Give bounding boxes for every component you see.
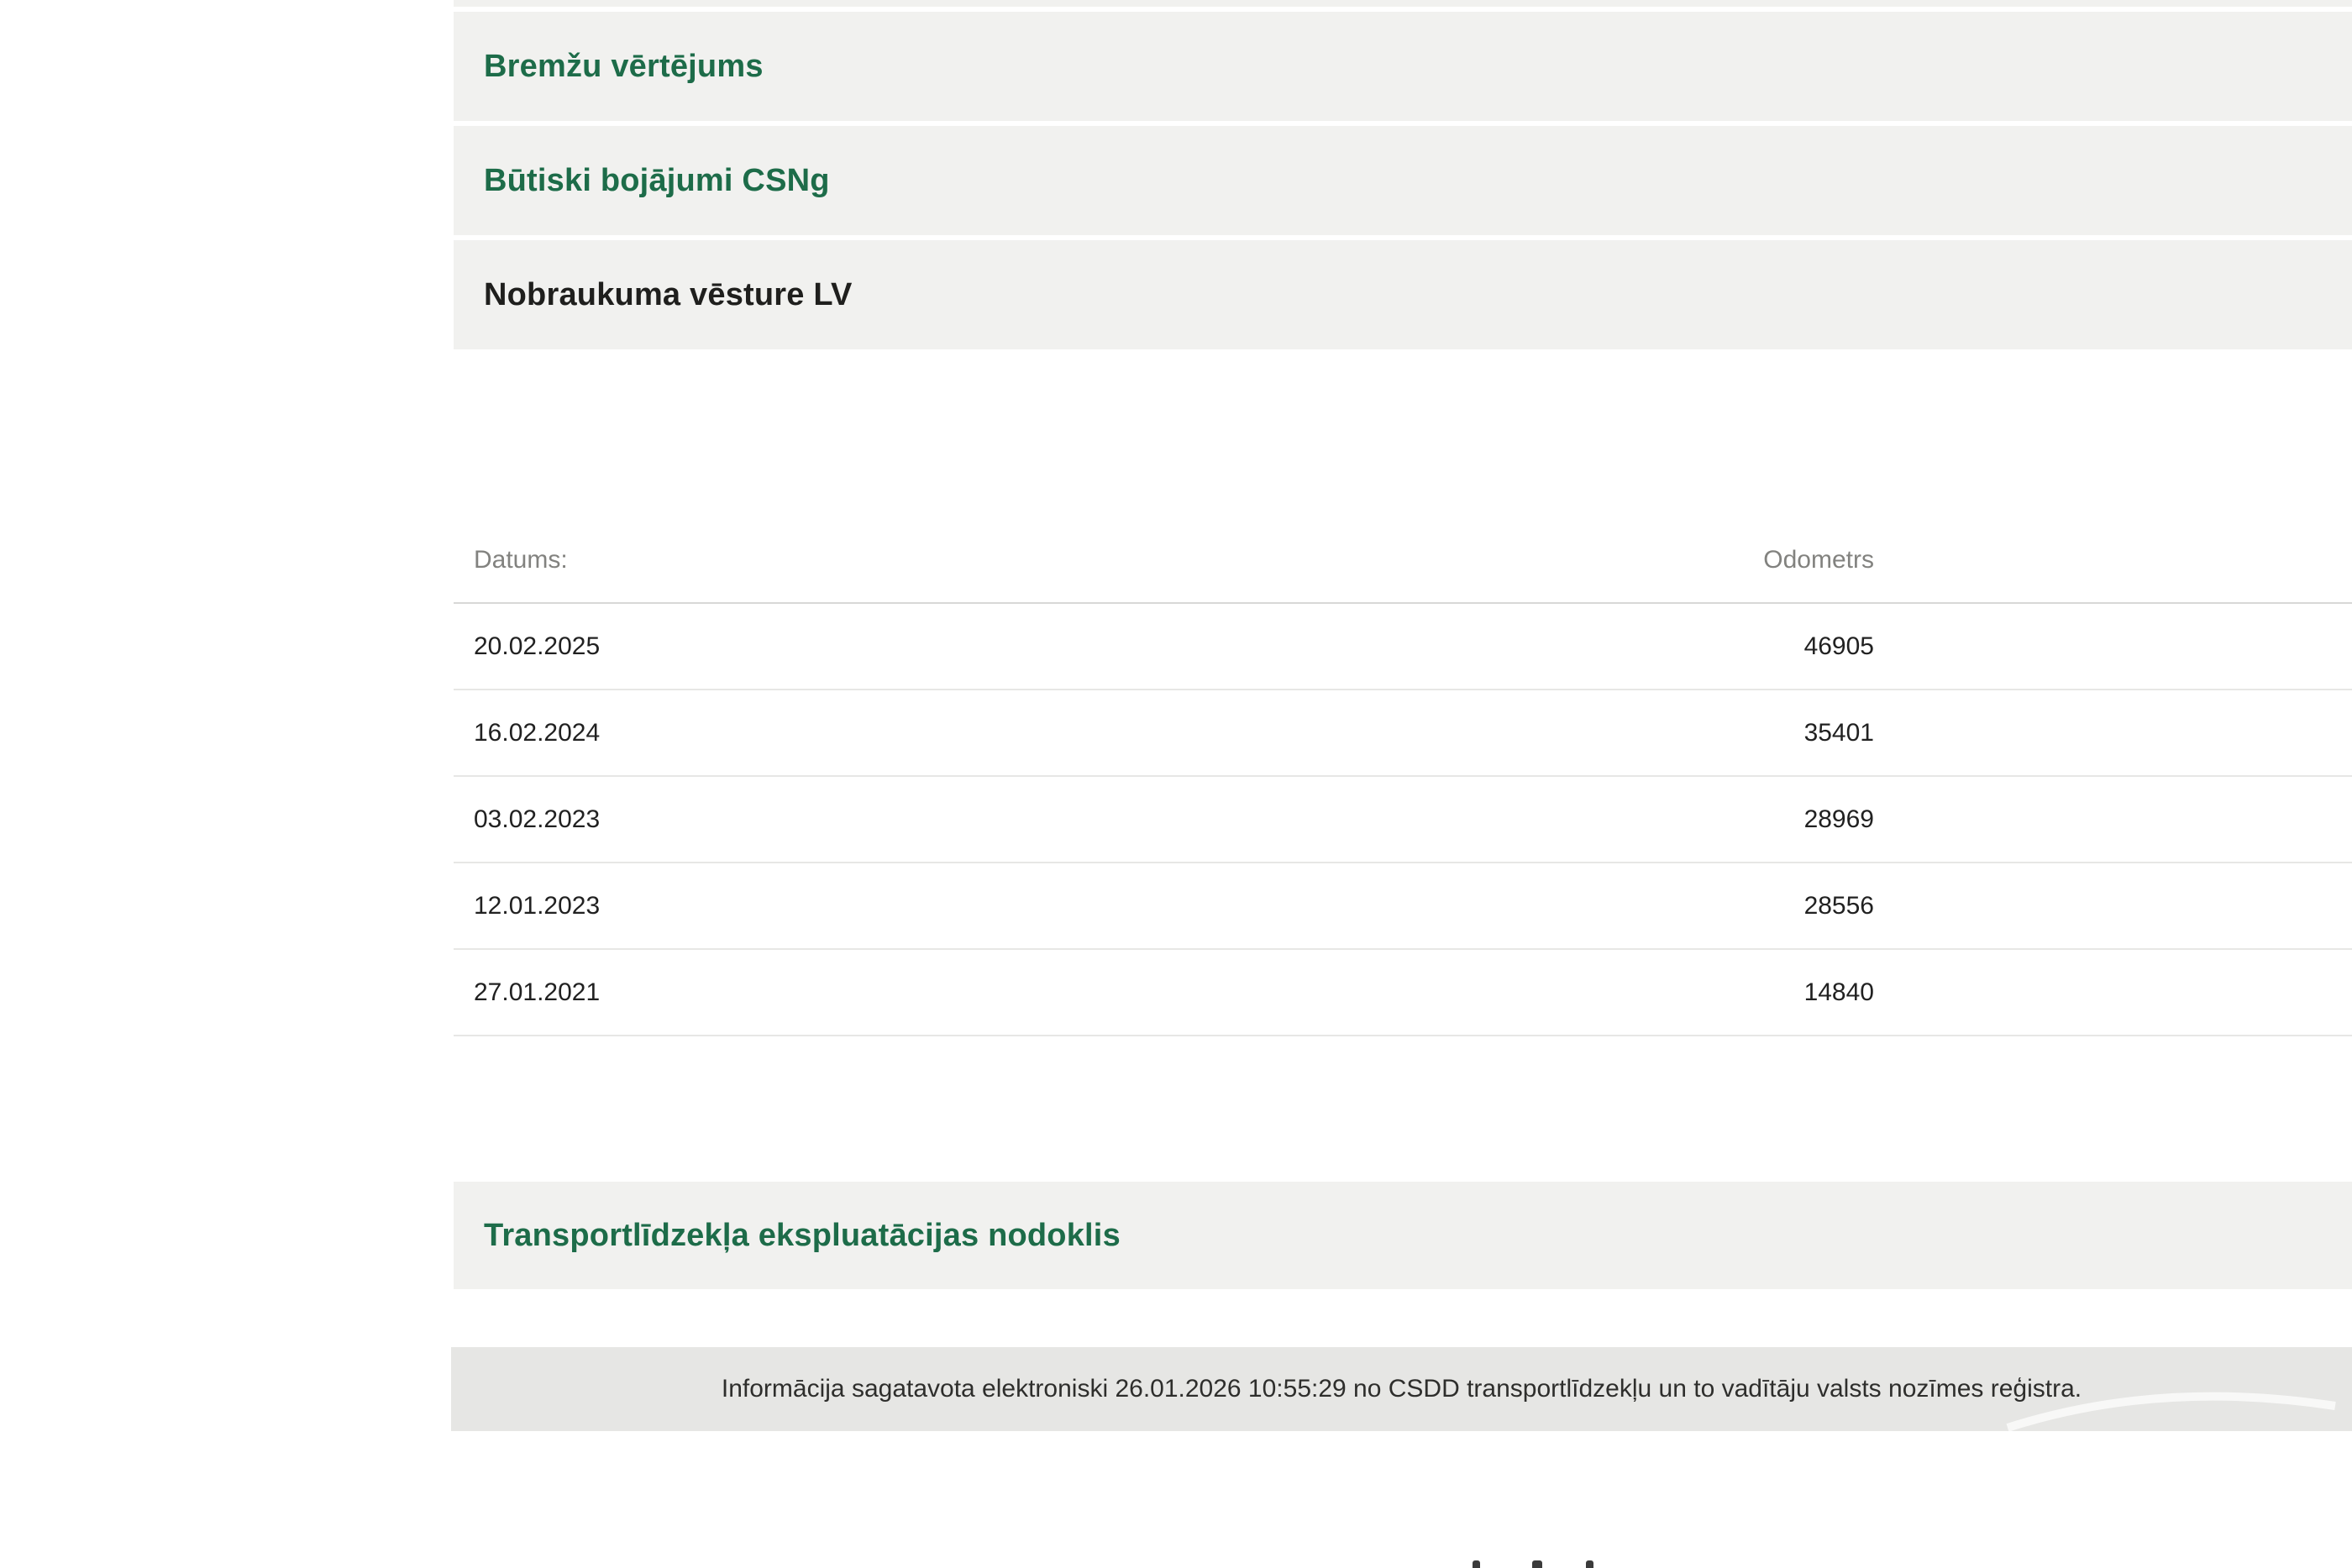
- accordion-label: Būtiski bojājumi CSNg: [484, 162, 830, 198]
- cell-odometer: 14840: [1803, 978, 1874, 1006]
- column-header-date: Datums:: [474, 545, 568, 574]
- clipped-text-mark: [1532, 1560, 1542, 1568]
- accordion-item-operation-tax[interactable]: [454, 1182, 2352, 1289]
- cell-date: 27.01.2021: [474, 978, 601, 1006]
- column-header-odometer: Odometrs: [1763, 545, 1874, 574]
- accordion-item-mileage-history[interactable]: [454, 240, 2352, 349]
- accordion-row-partial-top: [454, 0, 2352, 7]
- accordion-label: Nobraukuma vēsture LV: [484, 276, 853, 312]
- report-generated-note-bar: [451, 1347, 2352, 1431]
- cell-date: 16.02.2024: [474, 718, 601, 747]
- accordion-item-significant-damage[interactable]: [454, 126, 2352, 235]
- cell-date: 20.02.2025: [474, 632, 601, 660]
- cell-odometer: 46905: [1803, 632, 1874, 660]
- clipped-text-mark: [1473, 1560, 1480, 1568]
- table-row: [454, 777, 2352, 863]
- report-generated-note: Informācija sagatavota elektroniski 26.01.2026 10:55:29 no CSDD transportlīdzekļu un to vadītāju valsts nozīmes reģistra.: [721, 1375, 2082, 1403]
- table-row: [454, 950, 2352, 1036]
- cell-date: 03.02.2023: [474, 805, 601, 833]
- cell-date: 12.01.2023: [474, 891, 601, 920]
- clipped-text-mark: [1586, 1560, 1593, 1568]
- table-header-row: [454, 517, 2352, 604]
- table-row: [454, 690, 2352, 777]
- accordion-label: Transportlīdzekļa ekspluatācijas nodoklis: [484, 1217, 1121, 1253]
- cell-odometer: 28556: [1803, 891, 1874, 920]
- table-row: [454, 604, 2352, 690]
- mileage-history-table: [454, 517, 2352, 1036]
- table-row: [454, 863, 2352, 950]
- cell-odometer: 35401: [1803, 718, 1874, 747]
- cell-odometer: 28969: [1803, 805, 1874, 833]
- accordion-item-brake-rating[interactable]: [454, 12, 2352, 121]
- accordion-label: Bremžu vērtējums: [484, 48, 764, 84]
